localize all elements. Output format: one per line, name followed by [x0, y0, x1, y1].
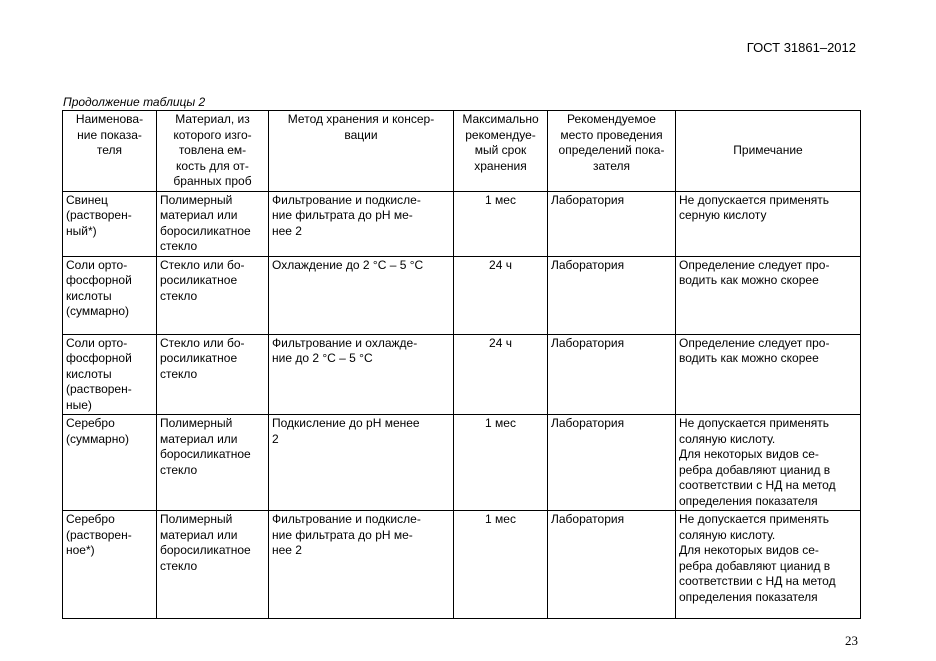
cell-note: Не допускается применять соляную кислоту. Для некоторых видов се- ребра добавляют цианид в соответствии с НД на метод определения показателя: [676, 511, 861, 619]
cell-material: Полимерный материал или боросиликатное стекло: [157, 415, 269, 511]
cell-method: Фильтрование и подкисле- ние фильтрата до pH ме- нее 2: [269, 191, 454, 256]
table-row: [63, 511, 861, 619]
cell-note: Не допускается применять соляную кислоту. Для некоторых видов се- ребра добавляют цианид в соответствии с НД на метод определения показателя: [676, 415, 861, 511]
col-header-note: Примечание: [676, 111, 861, 192]
col-header-place: Рекомендуемое место проведения определений пока- зателя: [548, 111, 676, 192]
col-header-term: Максимально рекомендуе- мый срок хранения: [454, 111, 548, 192]
standard-header: ГОСТ 31861–2012: [746, 40, 856, 55]
table-row: [63, 256, 861, 334]
cell-method: Подкисление до pH менее 2: [269, 415, 454, 511]
cell-name: Соли орто- фосфорной кислоты (суммарно): [63, 256, 157, 334]
cell-method: Фильтрование и охлажде- ние до 2 °C – 5 °C: [269, 334, 454, 415]
cell-material: Стекло или бо- росиликатное стекло: [157, 334, 269, 415]
cell-name: Серебро (растворен- ное*): [63, 511, 157, 619]
cell-note: Определение следует про- водить как можно скорее: [676, 334, 861, 415]
storage-table: [62, 110, 861, 619]
cell-term: 24 ч: [454, 256, 548, 334]
cell-term: 1 мес: [454, 191, 548, 256]
cell-name: Соли орто- фосфорной кислоты (растворен- ные): [63, 334, 157, 415]
page-number: 23: [845, 633, 858, 648]
table-row: [63, 191, 861, 256]
cell-name: Свинец (растворен- ный*): [63, 191, 157, 256]
cell-term: 1 мес: [454, 511, 548, 619]
cell-material: Стекло или бо- росиликатное стекло: [157, 256, 269, 334]
cell-note: Не допускается применять серную кислоту: [676, 191, 861, 256]
cell-material: Полимерный материал или боросиликатное стекло: [157, 511, 269, 619]
table-row: [63, 334, 861, 415]
cell-place: Лаборатория: [548, 415, 676, 511]
cell-place: Лаборатория: [548, 511, 676, 619]
cell-place: Лаборатория: [548, 191, 676, 256]
table-header-row: [63, 111, 861, 192]
cell-place: Лаборатория: [548, 256, 676, 334]
col-header-material: Материал, из которого изго- товлена ем- кость для от- бранных проб: [157, 111, 269, 192]
cell-place: Лаборатория: [548, 334, 676, 415]
cell-method: Фильтрование и подкисле- ние фильтрата до pH ме- нее 2: [269, 511, 454, 619]
table-caption: Продолжение таблицы 2: [63, 95, 206, 109]
col-header-method: Метод хранения и консер- вации: [269, 111, 454, 192]
table-row: [63, 415, 861, 511]
cell-name: Серебро (суммарно): [63, 415, 157, 511]
cell-note: Определение следует про- водить как можно скорее: [676, 256, 861, 334]
col-header-name: Наименова- ние показа- теля: [63, 111, 157, 192]
cell-method: Охлаждение до 2 °C – 5 °C: [269, 256, 454, 334]
cell-term: 24 ч: [454, 334, 548, 415]
cell-material: Полимерный материал или боросиликатное стекло: [157, 191, 269, 256]
cell-term: 1 мес: [454, 415, 548, 511]
